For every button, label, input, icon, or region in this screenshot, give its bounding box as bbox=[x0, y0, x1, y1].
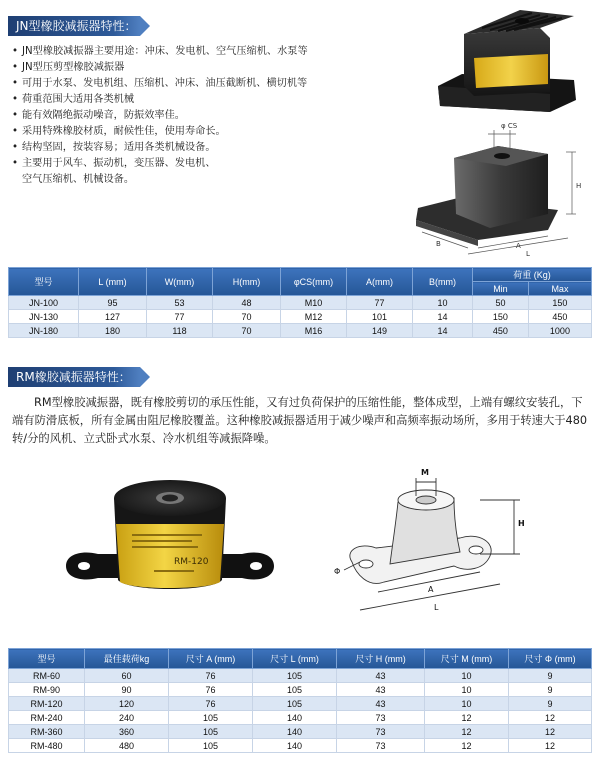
table-cell: 43 bbox=[337, 683, 425, 697]
jn-feature-list bbox=[12, 44, 352, 188]
col-header: W(mm) bbox=[147, 268, 213, 296]
col-subheader-min: Min bbox=[473, 282, 529, 296]
table-row bbox=[9, 697, 592, 711]
table-cell: 73 bbox=[337, 739, 425, 753]
table-cell: 9 bbox=[509, 683, 592, 697]
table-cell: 150 bbox=[473, 310, 529, 324]
table-cell: 73 bbox=[337, 725, 425, 739]
col-header: 尺寸 M (mm) bbox=[425, 649, 509, 669]
table-cell: 43 bbox=[337, 697, 425, 711]
table-cell: 101 bbox=[347, 310, 413, 324]
jn-section-title: JN型橡胶减振器特性： bbox=[8, 16, 140, 36]
table-cell: 140 bbox=[253, 739, 337, 753]
jn-product-photo bbox=[432, 4, 582, 116]
feature-item: • JN型橡胶减振器主要用途：冲床、发电机、空气压缩机、水泵等 bbox=[12, 46, 308, 57]
col-header: H(mm) bbox=[213, 268, 281, 296]
feature-item: • 主要用于风车、振动机，变压器、发电机、 bbox=[12, 158, 216, 169]
rm-product-photo bbox=[62, 470, 277, 610]
table-cell: 12 bbox=[425, 739, 509, 753]
rm-product-label: RM-120 bbox=[174, 557, 209, 567]
table-cell: 12 bbox=[509, 739, 592, 753]
dim-h-label: H bbox=[518, 519, 525, 528]
dim-a-label: A bbox=[516, 242, 521, 250]
table-cell: 105 bbox=[169, 725, 253, 739]
dim-m-label: M bbox=[421, 468, 429, 477]
table-cell: 118 bbox=[147, 324, 213, 338]
col-header: φCS(mm) bbox=[281, 268, 347, 296]
col-header: L (mm) bbox=[79, 268, 147, 296]
table-cell: 77 bbox=[147, 310, 213, 324]
dim-l-label: L bbox=[526, 250, 530, 258]
table-cell: 70 bbox=[213, 310, 281, 324]
table-cell: 12 bbox=[509, 725, 592, 739]
table-cell: 105 bbox=[253, 683, 337, 697]
table-cell: 10 bbox=[413, 296, 473, 310]
rm-technical-drawing bbox=[330, 462, 530, 624]
table-cell: 43 bbox=[337, 669, 425, 683]
table-cell: 180 bbox=[79, 324, 147, 338]
table-cell: RM-90 bbox=[9, 683, 85, 697]
table-cell: 360 bbox=[85, 725, 169, 739]
dim-h-label: H bbox=[576, 182, 582, 190]
col-header: 尺寸 A (mm) bbox=[169, 649, 253, 669]
table-cell: 149 bbox=[347, 324, 413, 338]
table-cell: 95 bbox=[79, 296, 147, 310]
feature-item: 空气压缩机、机械设备。 bbox=[22, 174, 135, 185]
table-cell: 14 bbox=[413, 324, 473, 338]
table-cell: JN-100 bbox=[9, 296, 79, 310]
table-cell: 10 bbox=[425, 683, 509, 697]
col-header: 最佳载荷kg bbox=[85, 649, 169, 669]
col-header: 尺寸 Φ (mm) bbox=[509, 649, 592, 669]
jn-spec-table bbox=[8, 267, 592, 338]
table-row bbox=[9, 669, 592, 683]
col-header-load: 荷重 (Kg) bbox=[473, 268, 592, 282]
table-cell: M16 bbox=[281, 324, 347, 338]
table-cell: 105 bbox=[253, 697, 337, 711]
jn-technical-drawing bbox=[398, 118, 588, 258]
table-cell: 140 bbox=[253, 711, 337, 725]
table-cell: 12 bbox=[509, 711, 592, 725]
table-cell: 14 bbox=[413, 310, 473, 324]
table-cell: 1000 bbox=[528, 324, 591, 338]
feature-item: • 结构坚固，按装容易；适用各类机械设备。 bbox=[12, 142, 216, 153]
table-cell: 9 bbox=[509, 697, 592, 711]
table-cell: 240 bbox=[85, 711, 169, 725]
table-cell: 77 bbox=[347, 296, 413, 310]
table-cell: RM-120 bbox=[9, 697, 85, 711]
rm-spec-table bbox=[8, 648, 592, 753]
feature-item: • 能有效隔绝振动噪音，防振效率佳。 bbox=[12, 110, 185, 121]
table-row bbox=[9, 739, 592, 753]
table-cell: 105 bbox=[169, 711, 253, 725]
table-cell: 140 bbox=[253, 725, 337, 739]
col-header: B(mm) bbox=[413, 268, 473, 296]
rm-section-title: RM橡胶减振器特性： bbox=[8, 367, 140, 387]
table-cell: 12 bbox=[425, 725, 509, 739]
table-cell: 76 bbox=[169, 669, 253, 683]
table-row bbox=[9, 324, 592, 338]
table-cell: 76 bbox=[169, 683, 253, 697]
table-cell: M10 bbox=[281, 296, 347, 310]
table-cell: 450 bbox=[528, 310, 591, 324]
table-cell: JN-180 bbox=[9, 324, 79, 338]
table-cell: 76 bbox=[169, 697, 253, 711]
table-cell: 105 bbox=[169, 739, 253, 753]
table-cell: 60 bbox=[85, 669, 169, 683]
table-cell: RM-360 bbox=[9, 725, 85, 739]
table-cell: 12 bbox=[425, 711, 509, 725]
table-cell: 9 bbox=[509, 669, 592, 683]
table-row bbox=[9, 683, 592, 697]
table-cell: 73 bbox=[337, 711, 425, 725]
feature-item: • JN型压剪型橡胶减振器 bbox=[12, 62, 125, 73]
table-cell: JN-130 bbox=[9, 310, 79, 324]
table-cell: RM-240 bbox=[9, 711, 85, 725]
table-cell: 90 bbox=[85, 683, 169, 697]
table-cell: M12 bbox=[281, 310, 347, 324]
table-cell: 450 bbox=[473, 324, 529, 338]
table-cell: 480 bbox=[85, 739, 169, 753]
rm-description: RM型橡胶减振器，既有橡胶剪切的承压性能，又有过负荷保护的压缩性能，整体成型，上端有螺纹安装孔，下端有防滑底板，所有金属由阻尼橡胶覆盖。这种橡胶减振器适用于减少噪声和高频率振动场所，多用于转速大于480转/分的风机、立式卧式水泵、冷水机组等减振降噪。 bbox=[12, 396, 588, 445]
feature-item: • 可用于水泵、发电机组、压缩机、冲床、油压截断机、横切机等 bbox=[12, 78, 308, 89]
col-header: A(mm) bbox=[347, 268, 413, 296]
table-cell: 10 bbox=[425, 669, 509, 683]
dim-cs-label: φ CS bbox=[501, 122, 518, 130]
table-row bbox=[9, 711, 592, 725]
col-header: 尺寸 H (mm) bbox=[337, 649, 425, 669]
dim-a-label: A bbox=[428, 585, 434, 594]
col-header: 型号 bbox=[9, 649, 85, 669]
col-subheader-max: Max bbox=[528, 282, 591, 296]
table-cell: 120 bbox=[85, 697, 169, 711]
col-header: 型号 bbox=[9, 268, 79, 296]
feature-item: • 采用特殊橡胶材质，耐候性佳，使用寿命长。 bbox=[12, 126, 226, 137]
dim-l-label: L bbox=[434, 603, 439, 612]
table-cell: 50 bbox=[473, 296, 529, 310]
table-cell: 48 bbox=[213, 296, 281, 310]
dim-phi-label: Φ bbox=[334, 567, 341, 576]
feature-item: • 荷重范围大适用各类机械 bbox=[12, 94, 135, 105]
table-row bbox=[9, 310, 592, 324]
dim-b-label: B bbox=[436, 240, 441, 248]
table-cell: 10 bbox=[425, 697, 509, 711]
table-cell: 53 bbox=[147, 296, 213, 310]
col-header: 尺寸 L (mm) bbox=[253, 649, 337, 669]
table-cell: 105 bbox=[253, 669, 337, 683]
table-cell: 150 bbox=[528, 296, 591, 310]
table-row bbox=[9, 725, 592, 739]
table-cell: 127 bbox=[79, 310, 147, 324]
table-cell: RM-60 bbox=[9, 669, 85, 683]
table-cell: RM-480 bbox=[9, 739, 85, 753]
table-row bbox=[9, 296, 592, 310]
table-cell: 70 bbox=[213, 324, 281, 338]
